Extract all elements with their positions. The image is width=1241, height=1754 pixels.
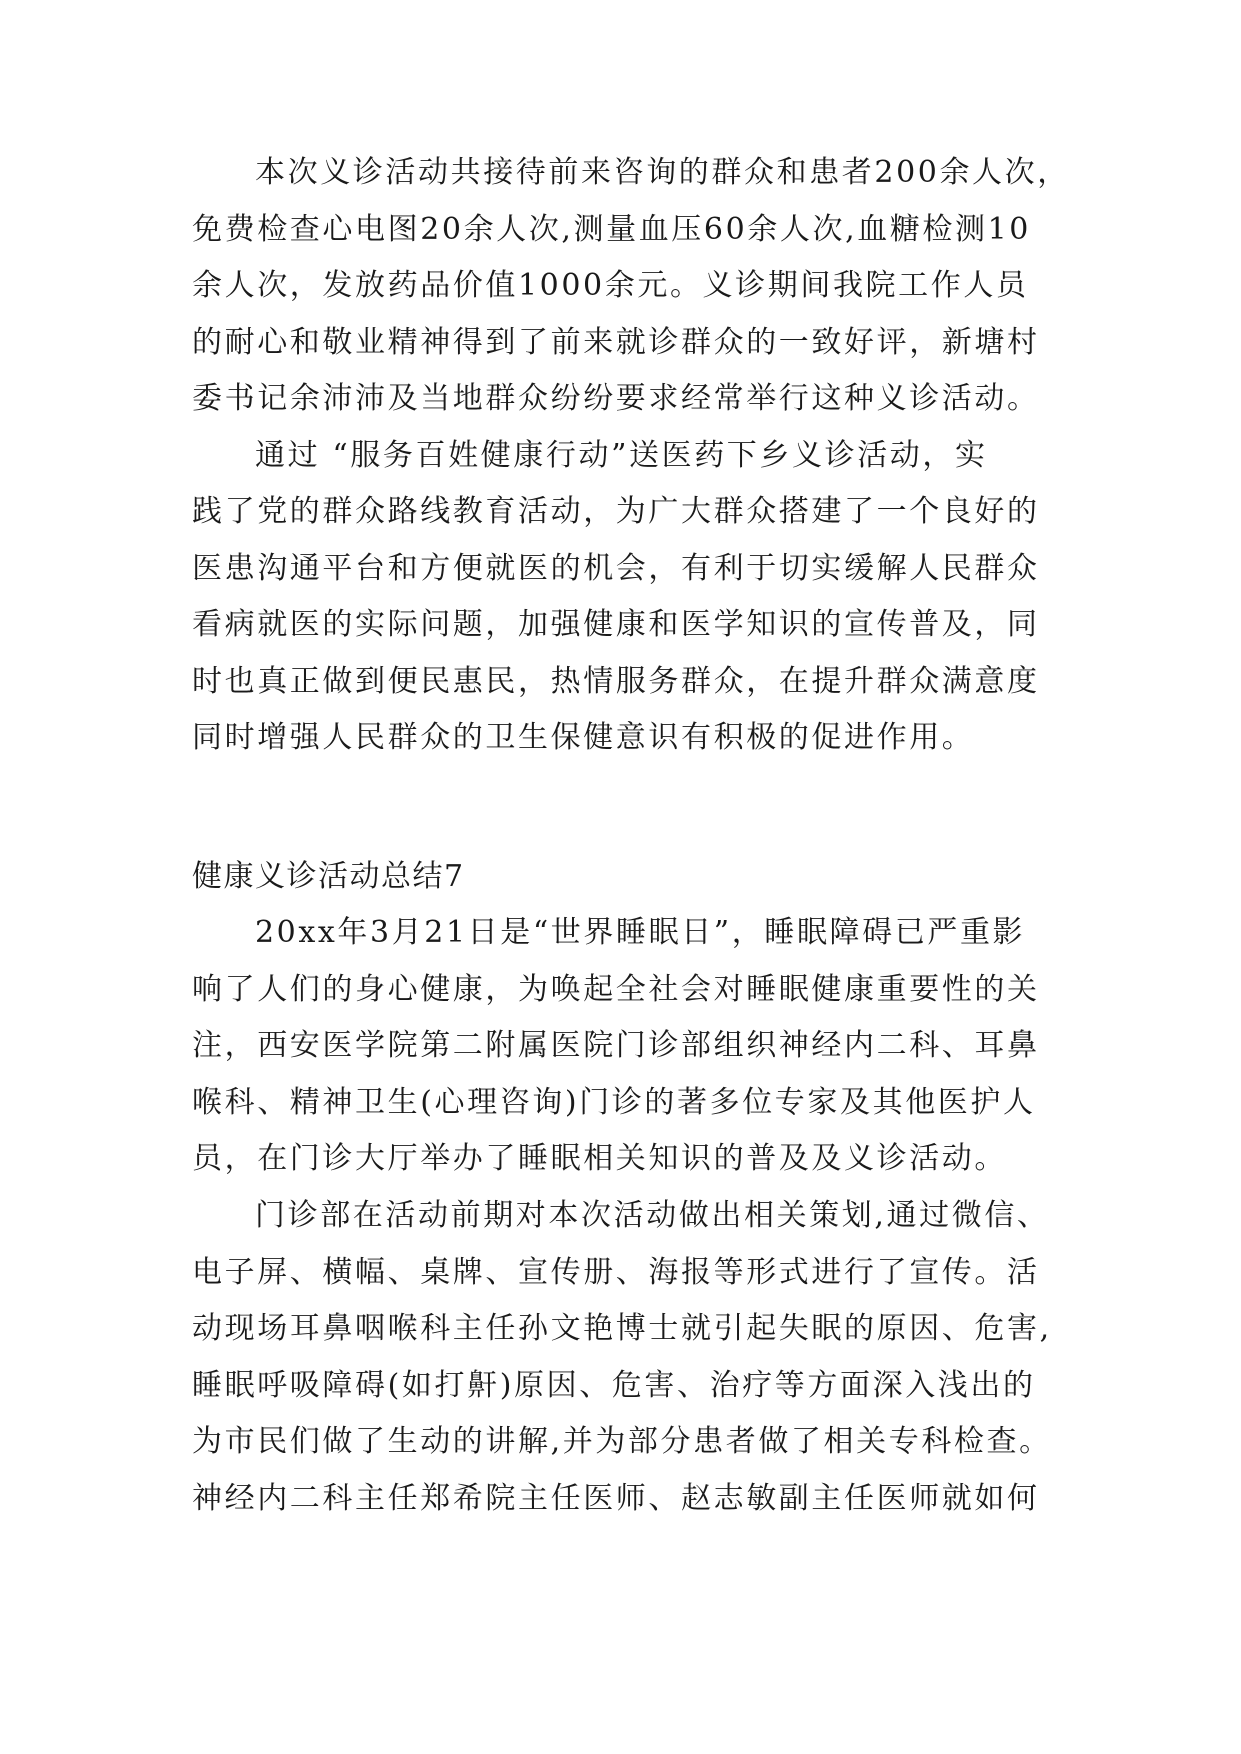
paragraph-1-line-1: 本次义诊活动共接待前来咨询的群众和患者200余人次， <box>255 155 1070 190</box>
paragraph-3-line-1: 20xx年3月21日是“世界睡眠日”，睡眠障碍已严重影 <box>255 915 1026 950</box>
paragraph-4-line-1: 门诊部在活动前期对本次活动做出相关策划,通过微信、 <box>255 1198 1050 1233</box>
paragraph-2-line-1: 通过 “服务百姓健康行动”送医药下乡义诊活动，实 <box>255 438 988 473</box>
section-heading: 健康义诊活动总结7 <box>192 859 465 894</box>
paragraph-4-line-5: 为市民们做了生动的讲解,并为部分患者做了相关专科检查。 <box>192 1424 1052 1459</box>
paragraph-1-line-2: 免费检查心电图20余人次,测量血压60余人次,血糖检测10 <box>192 212 1031 247</box>
paragraph-2-line-4: 看病就医的实际问题，加强健康和医学知识的宣传普及，同 <box>192 607 1040 642</box>
paragraph-2-line-5: 时也真正做到便民惠民，热情服务群众，在提升群众满意度 <box>192 664 1040 699</box>
paragraph-3-line-2: 响了人们的身心健康，为唤起全社会对睡眠健康重要性的关 <box>192 972 1040 1007</box>
paragraph-1-line-4: 的耐心和敬业精神得到了前来就诊群众的一致好评，新塘村 <box>192 325 1040 360</box>
paragraph-4-line-6: 神经内二科主任郑希院主任医师、赵志敏副主任医师就如何 <box>192 1481 1040 1516</box>
paragraph-2-line-2: 践了党的群众路线教育活动，为广大群众搭建了一个良好的 <box>192 494 1040 529</box>
paragraph-1-line-3: 余人次，发放药品价值1000余元。义诊期间我院工作人员 <box>192 268 1029 303</box>
paragraph-3-line-3: 注，西安医学院第二附属医院门诊部组织神经内二科、耳鼻 <box>192 1028 1040 1063</box>
paragraph-4-line-3: 动现场耳鼻咽喉科主任孙文艳博士就引起失眠的原因、危害, <box>192 1311 1052 1346</box>
paragraph-1-line-5: 委书记余沛沛及当地群众纷纷要求经常举行这种义诊活动。 <box>192 381 1040 416</box>
paragraph-4-line-4: 睡眠呼吸障碍(如打鼾)原因、危害、治疗等方面深入浅出的 <box>192 1368 1036 1403</box>
paragraph-2-line-3: 医患沟通平台和方便就医的机会，有利于切实缓解人民群众 <box>192 551 1040 586</box>
paragraph-4-line-2: 电子屏、横幅、桌牌、宣传册、海报等形式进行了宣传。活 <box>192 1255 1040 1290</box>
paragraph-3-line-4: 喉科、精神卫生(心理咨询)门诊的著多位专家及其他医护人 <box>192 1085 1036 1120</box>
paragraph-2-line-6: 同时增强人民群众的卫生保健意识有积极的促进作用。 <box>192 720 975 755</box>
paragraph-3-line-5: 员，在门诊大厅举办了睡眠相关知识的普及及义诊活动。 <box>192 1141 1007 1176</box>
